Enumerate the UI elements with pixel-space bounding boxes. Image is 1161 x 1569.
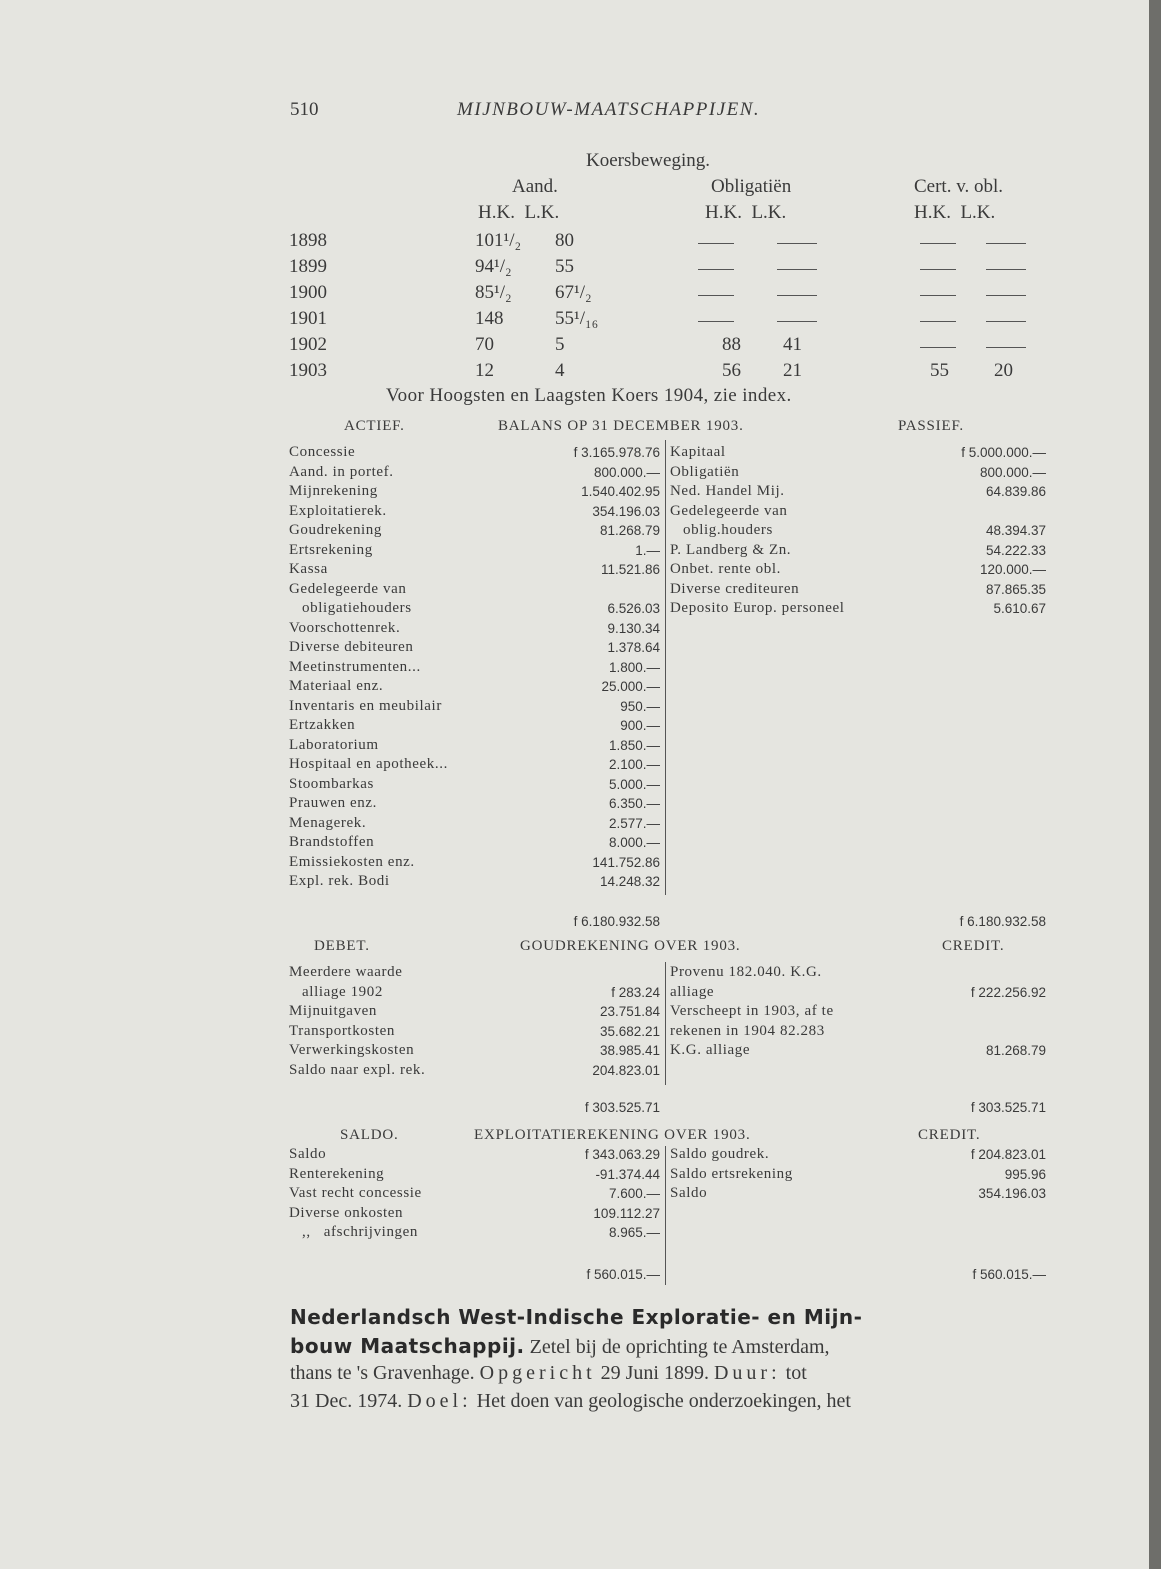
- koers-empty-dash: [777, 321, 817, 322]
- balans-right-label: Kapitaal: [670, 444, 726, 460]
- goud-left-label: Mijnuitgaven: [289, 1003, 378, 1019]
- expl-left-label: Vast recht concessie: [289, 1185, 422, 1201]
- purpose-label: Doel:: [407, 1390, 472, 1412]
- koers-year: 1903: [289, 360, 327, 381]
- balans-left-label: Concessie: [289, 444, 356, 460]
- balans-left-value: 1.—: [635, 542, 660, 558]
- koers-empty-dash: [698, 269, 734, 270]
- balans-left-label: Expl. rek. Bodi: [289, 873, 390, 889]
- company-seat-cont: thans te 's Gravenhage.: [290, 1362, 480, 1384]
- goud-left-value: 23.751.84: [599, 1004, 660, 1019]
- balans-right-value: 64.839.86: [985, 484, 1046, 499]
- balans-left-label: Brandstoffen: [289, 834, 375, 850]
- koers-value: 88: [722, 334, 741, 355]
- balans-left-value: 1.800.—: [608, 659, 660, 675]
- goud-left-label: Meerdere waarde: [289, 964, 403, 980]
- koers-year: 1898: [289, 230, 327, 251]
- balans-left-label: Meetinstrumenten...: [289, 658, 421, 675]
- goud-left-value: f 283.24: [611, 984, 660, 1000]
- koers-value: 21: [783, 360, 802, 381]
- balans-title: BALANS OP 31 DECEMBER 1903.: [498, 418, 744, 434]
- goud-right-value: 81.268.79: [985, 1043, 1046, 1058]
- balans-left-value: 14.248.32: [599, 874, 660, 889]
- goud-left-value: 35.682.21: [599, 1023, 660, 1039]
- balans-left-label: Ertsrekening: [289, 541, 373, 558]
- koers-empty-dash: [920, 269, 956, 270]
- goud-left-label: alliage 1902: [289, 983, 383, 1000]
- expl-right-value: 354.196.03: [978, 1186, 1046, 1201]
- expl-right-label: Saldo ertsrekening: [670, 1165, 793, 1182]
- koers-value: 80: [555, 230, 574, 251]
- koers-value: 94¹/₂: [475, 256, 512, 277]
- expl-left-value: -91.374.44: [595, 1166, 660, 1182]
- balans-right-value: f 5.000.000.—: [961, 445, 1046, 460]
- koers-value: 67¹/₂: [555, 282, 592, 303]
- goud-right-label: K.G. alliage: [670, 1042, 751, 1058]
- balans-left-label: Diverse debiteuren: [289, 639, 414, 655]
- koers-value: 20: [994, 360, 1013, 381]
- goud-left-value: 38.985.41: [599, 1043, 660, 1058]
- duration-date: 31 Dec. 1974.: [290, 1390, 408, 1412]
- founded-date: 29 Juni 1899.: [595, 1362, 714, 1384]
- balans-left-label: Exploitatierek.: [289, 502, 387, 519]
- balans-left-value: 9.130.34: [607, 620, 660, 636]
- balans-left-value: 800.000.—: [593, 464, 660, 480]
- balans-right-label: Onbet. rente obl.: [670, 561, 782, 577]
- goud-right-label: rekenen in 1904 82.283: [670, 1022, 825, 1039]
- koers-empty-dash: [986, 321, 1026, 322]
- balans-left-label: Goudrekening: [289, 522, 383, 538]
- purpose-text: Het doen van geologische onderzoekingen, het: [471, 1390, 851, 1412]
- koers-empty-dash: [986, 269, 1026, 270]
- balans-left-label: Prauwen enz.: [289, 795, 378, 811]
- koers-sub-cert: H.K. L.K.: [914, 202, 996, 223]
- balans-left-value: 1.540.402.95: [581, 484, 660, 499]
- goud-right-label: alliage: [670, 983, 715, 1000]
- koers-empty-dash: [777, 295, 817, 296]
- balans-left-label: Voorschottenrek.: [289, 619, 401, 636]
- koers-value: 5: [555, 334, 565, 355]
- koers-sub-obl: H.K. L.K.: [705, 202, 787, 223]
- company-line-3: [290, 1362, 807, 1385]
- balans-left-label: Menagerek.: [289, 814, 367, 831]
- balans-right-label: Gedelegeerde van: [670, 502, 788, 519]
- account-divider: [665, 962, 666, 1085]
- balans-left-value: 25.000.—: [601, 679, 660, 694]
- koers-note: Voor Hoogsten en Laagsten Koers 1904, zie index.: [386, 385, 792, 406]
- company-line-4: [290, 1390, 851, 1413]
- expl-left-value: 7.600.—: [608, 1186, 660, 1201]
- expl-right-value: f 204.823.01: [970, 1147, 1046, 1162]
- balans-left-label: Gedelegeerde van: [289, 580, 407, 597]
- koers-value: 148: [475, 308, 504, 329]
- koers-empty-dash: [920, 347, 956, 348]
- koers-value: 4: [555, 360, 565, 381]
- balans-right-label: Obligatiën: [670, 463, 740, 480]
- koers-value: 85¹/₂: [475, 282, 512, 303]
- balans-right-value: 800.000.—: [979, 464, 1046, 480]
- founded-label: Opgericht: [479, 1362, 596, 1384]
- koers-title: Koersbeweging.: [586, 150, 710, 171]
- balans-left-value: 6.526.03: [607, 601, 660, 616]
- duration-to: tot: [780, 1362, 807, 1384]
- goud-title: GOUDREKENING OVER 1903.: [520, 938, 741, 954]
- expl-right-value: 995.96: [1004, 1166, 1046, 1182]
- koers-year: 1899: [289, 256, 327, 277]
- account-divider: [665, 1146, 666, 1285]
- duration-label: Duur:: [713, 1362, 781, 1384]
- goud-left-label: Transportkosten: [289, 1022, 395, 1039]
- balans-right-value: 54.222.33: [985, 542, 1046, 558]
- balans-right-label: Ned. Handel Mij.: [670, 483, 785, 499]
- koers-empty-dash: [920, 321, 956, 322]
- page-edge-shadow: [1149, 0, 1161, 1569]
- balans-left-head: ACTIEF.: [344, 418, 405, 434]
- expl-left-head: SALDO.: [340, 1127, 399, 1143]
- koers-empty-dash: [986, 347, 1026, 348]
- expl-left-label: Diverse onkosten: [289, 1204, 404, 1221]
- balans-left-label: Emissiekosten enz.: [289, 853, 415, 870]
- balans-left-label: obligatiehouders: [289, 600, 412, 616]
- koers-year: 1900: [289, 282, 327, 303]
- balans-left-value: 900.—: [620, 718, 660, 733]
- koers-empty-dash: [986, 295, 1026, 296]
- balans-right-head: PASSIEF.: [898, 418, 964, 434]
- koers-value: 55: [930, 360, 949, 381]
- goud-left-value: 204.823.01: [592, 1062, 660, 1078]
- balans-left-value: 1.850.—: [608, 737, 660, 753]
- koers-group-cert: Cert. v. obl.: [914, 176, 1004, 197]
- goud-left-label: Saldo naar expl. rek.: [289, 1061, 426, 1078]
- koers-empty-dash: [986, 243, 1026, 244]
- goud-right-label: Verscheept in 1903, af te: [670, 1003, 834, 1019]
- balans-left-label: Materiaal enz.: [289, 678, 384, 694]
- running-title: MIJNBOUW-MAATSCHAPPIJEN.: [457, 99, 761, 120]
- goud-right-label: Provenu 182.040. K.G.: [670, 964, 822, 980]
- balans-right-value: 48.394.37: [985, 523, 1046, 538]
- koers-empty-dash: [920, 295, 956, 296]
- company-name-part1: Nederlandsch West-Indische Exploratie- en Mijn-: [290, 1305, 863, 1329]
- account-divider: [665, 440, 666, 895]
- balans-left-value: 354.196.03: [592, 503, 660, 519]
- balans-left-label: Aand. in portef.: [289, 463, 394, 480]
- expl-right-head: CREDIT.: [918, 1127, 981, 1143]
- balans-left-value: 81.268.79: [599, 523, 660, 538]
- balans-right-label: oblig.houders: [670, 522, 773, 538]
- expl-left-value: 109.112.27: [593, 1205, 660, 1221]
- company-line-2: [290, 1334, 830, 1359]
- expl-left-value: f 343.063.29: [584, 1147, 660, 1162]
- koers-value: 12: [475, 360, 494, 381]
- balans-left-label: Ertzakken: [289, 717, 356, 733]
- goud-left-label: Verwerkingskosten: [289, 1042, 415, 1058]
- balans-left-value: 950.—: [620, 698, 660, 714]
- balans-left-value: 11.521.86: [600, 562, 660, 577]
- balans-left-value: 2.100.—: [608, 757, 660, 772]
- koers-value: 70: [475, 334, 494, 355]
- balans-left-label: Inventaris en meubilair: [289, 697, 442, 714]
- goud-left-head: DEBET.: [314, 938, 370, 954]
- expl-left-total: f 560.015.—: [586, 1267, 660, 1282]
- koers-group-aand: Aand.: [512, 176, 558, 197]
- balans-right-total: f 6.180.932.58: [959, 914, 1046, 929]
- balans-left-value: 5.000.—: [608, 776, 660, 792]
- company-seat: Zetel bij de oprichting te Amsterdam,: [524, 1336, 830, 1358]
- koers-empty-dash: [777, 269, 817, 270]
- balans-right-value: 120.000.—: [979, 562, 1046, 577]
- expl-right-total: f 560.015.—: [972, 1267, 1046, 1282]
- koers-group-obl: Obligatiën: [711, 176, 792, 197]
- expl-left-label: Saldo: [289, 1146, 327, 1162]
- goud-right-head: CREDIT.: [942, 938, 1005, 954]
- balans-left-label: Stoombarkas: [289, 775, 374, 792]
- koers-value: 41: [783, 334, 802, 355]
- goud-right-value: f 222.256.92: [970, 984, 1046, 1000]
- balans-right-value: 5.610.67: [993, 601, 1046, 616]
- koers-value: 55¹/₁₆: [555, 308, 599, 329]
- expl-left-label: Renterekening: [289, 1165, 385, 1182]
- balans-left-value: f 3.165.978.76: [573, 445, 660, 460]
- balans-left-value: 8.000.—: [608, 835, 660, 850]
- goud-right-total: f 303.525.71: [970, 1100, 1046, 1115]
- balans-left-total: f 6.180.932.58: [573, 914, 660, 929]
- expl-left-label: ,, afschrijvingen: [289, 1224, 419, 1240]
- balans-right-value: 87.865.35: [985, 581, 1046, 597]
- koers-year: 1902: [289, 334, 327, 355]
- balans-right-label: P. Landberg & Zn.: [670, 541, 792, 558]
- balans-right-label: Deposito Europ. personeel: [670, 600, 845, 616]
- koers-empty-dash: [777, 243, 817, 244]
- koers-empty-dash: [698, 243, 734, 244]
- koers-empty-dash: [698, 321, 734, 322]
- expl-left-value: 8.965.—: [608, 1225, 660, 1240]
- balans-left-value: 6.350.—: [608, 796, 660, 811]
- balans-right-label: Diverse crediteuren: [670, 580, 800, 597]
- company-name-part2: bouw Maatschappij.: [290, 1334, 525, 1358]
- balans-left-value: 1.378.64: [607, 640, 660, 655]
- expl-right-label: Saldo goudrek.: [670, 1146, 770, 1162]
- koers-empty-dash: [920, 243, 956, 244]
- goud-left-total: f 303.525.71: [584, 1100, 660, 1115]
- expl-right-label: Saldo: [670, 1185, 708, 1201]
- koers-sub-aand: H.K. L.K.: [478, 202, 560, 223]
- balans-left-label: Laboratorium: [289, 736, 379, 753]
- expl-title: EXPLOITATIEREKENING OVER 1903.: [474, 1127, 751, 1143]
- koers-empty-dash: [698, 295, 734, 296]
- koers-year: 1901: [289, 308, 327, 329]
- balans-left-value: 141.752.86: [592, 854, 660, 870]
- balans-left-label: Hospitaal en apotheek...: [289, 756, 448, 772]
- balans-left-label: Kassa: [289, 561, 328, 577]
- page-number: 510: [290, 99, 319, 120]
- koers-value: 56: [722, 360, 741, 381]
- koers-value: 55: [555, 256, 574, 277]
- company-line-1: [290, 1305, 862, 1329]
- balans-left-value: 2.577.—: [608, 815, 660, 831]
- balans-left-label: Mijnrekening: [289, 483, 378, 499]
- koers-value: 101¹/₂: [475, 230, 522, 251]
